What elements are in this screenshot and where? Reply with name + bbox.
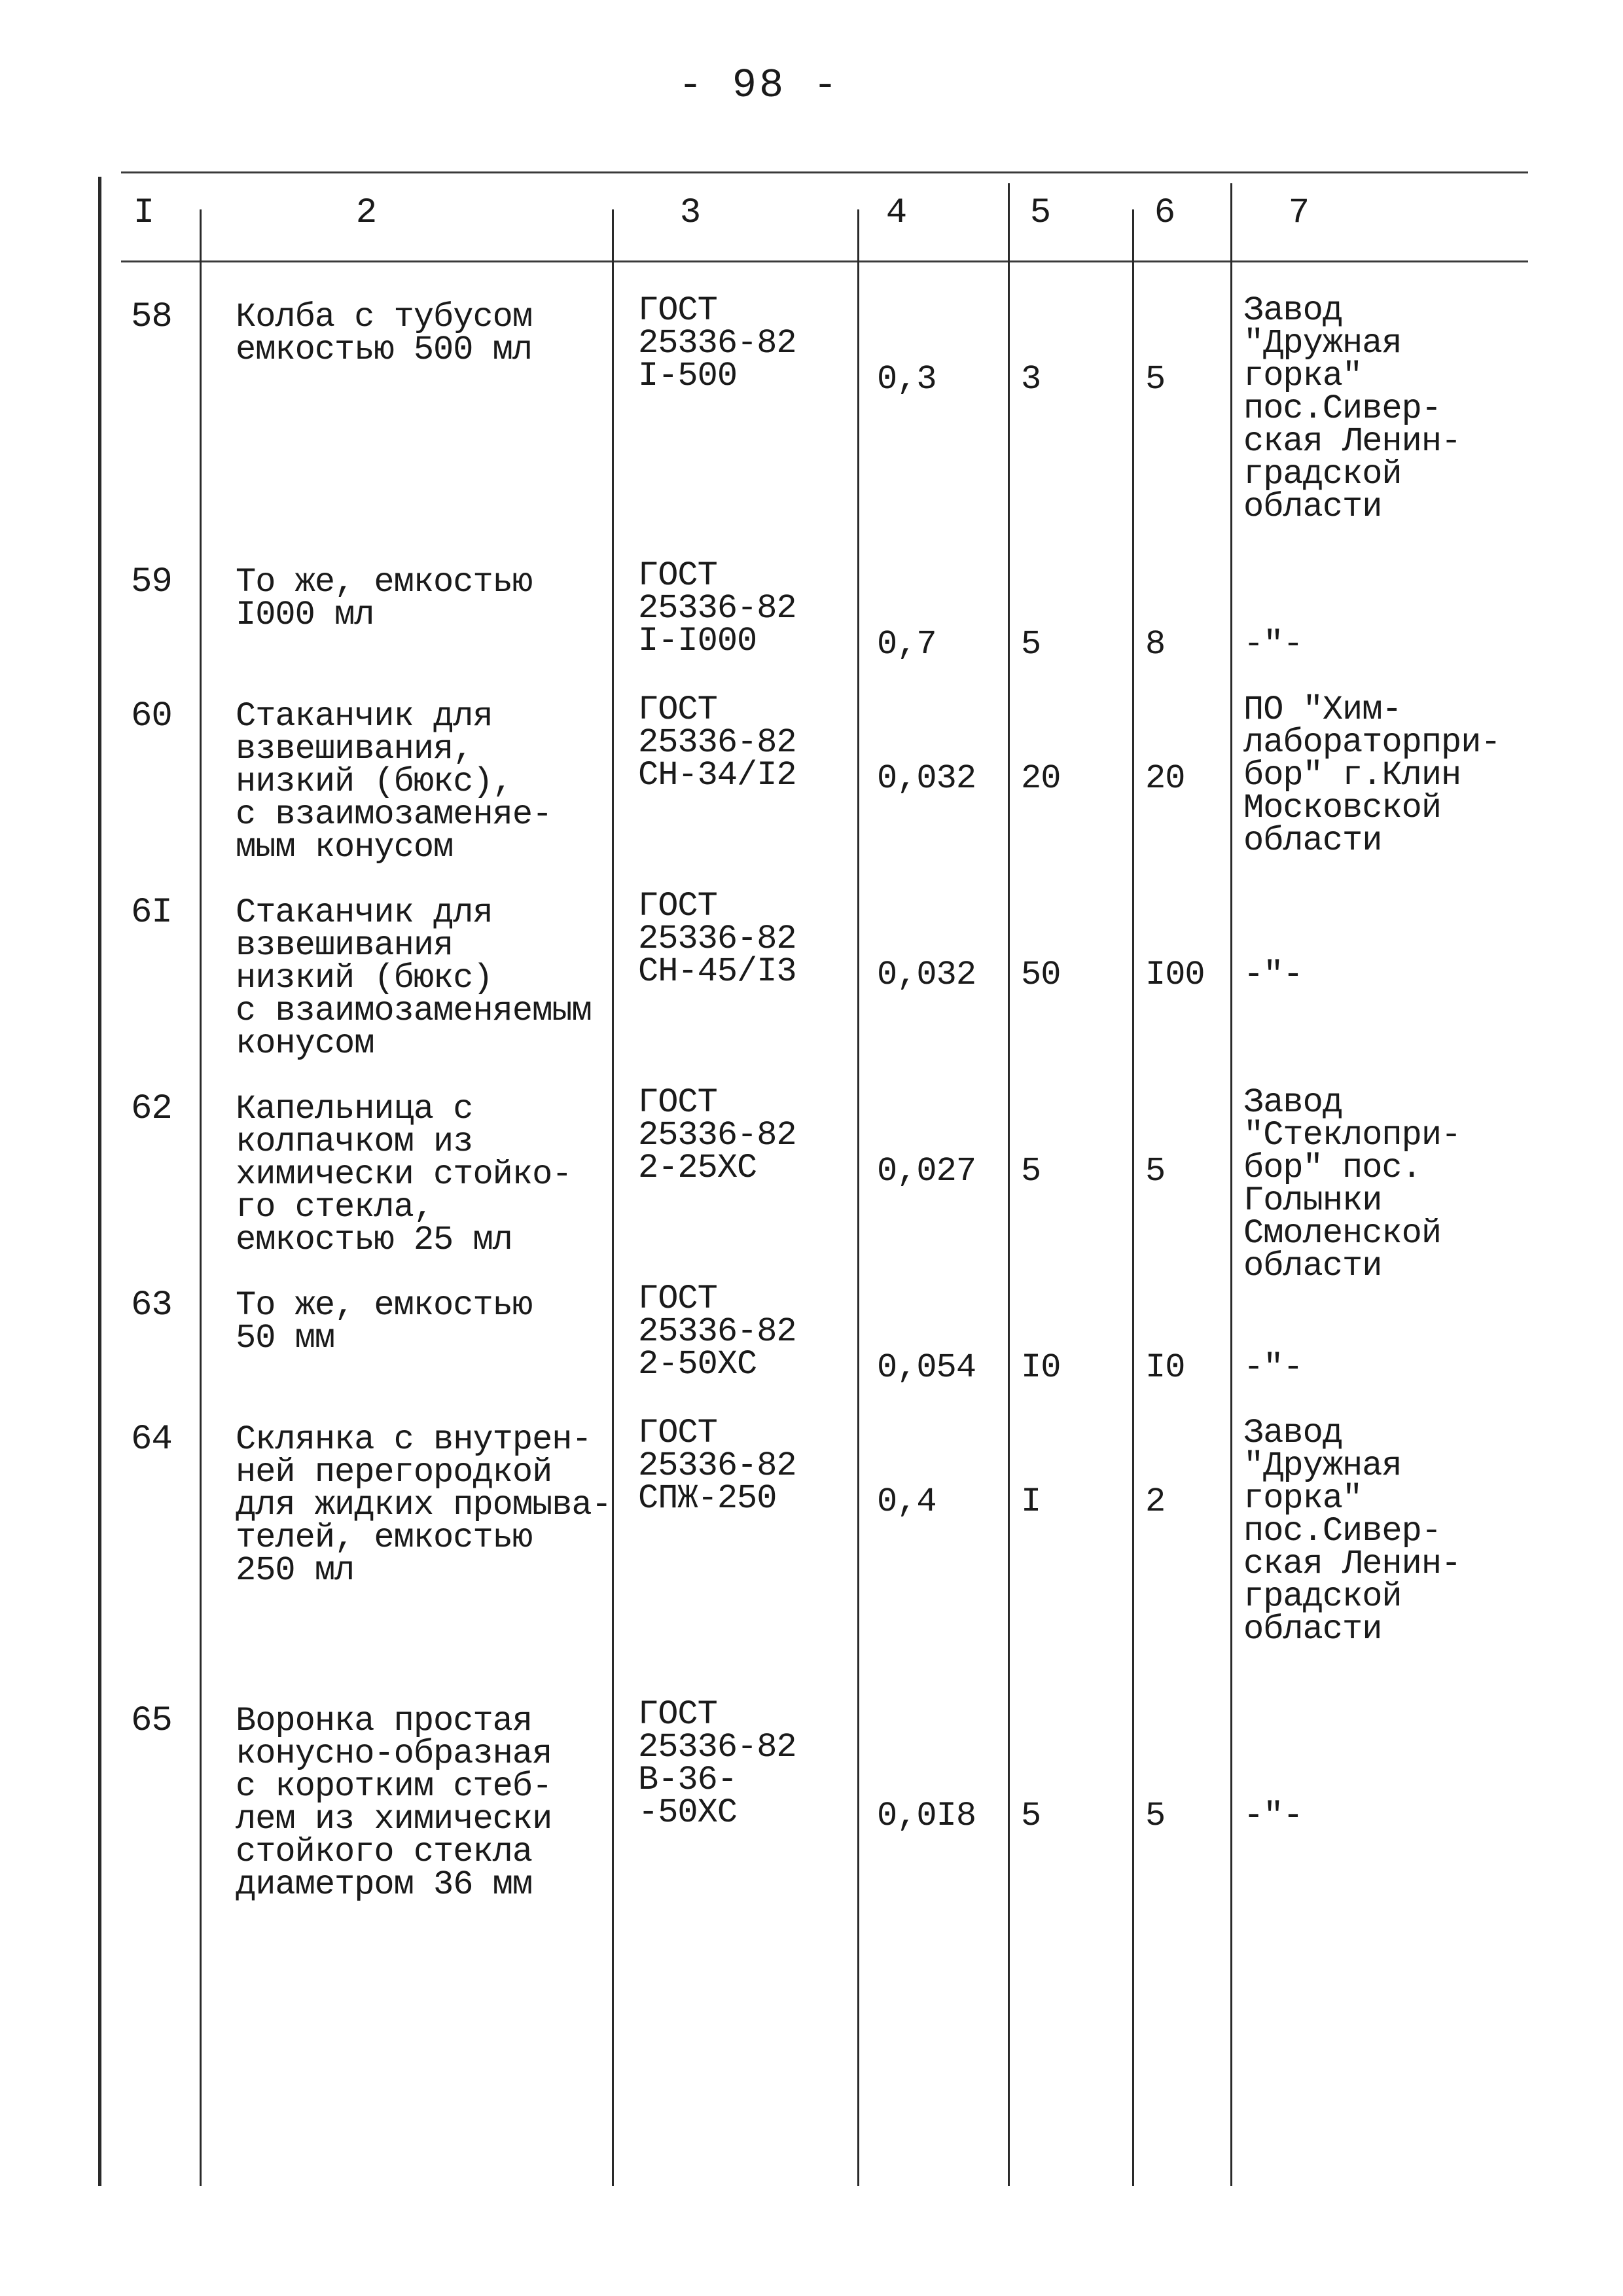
header-col-1: I bbox=[133, 193, 155, 233]
gost-spec-line: I-500 bbox=[638, 357, 738, 395]
item-name-line: Стаканчик для bbox=[236, 893, 493, 932]
item-name-line: 250 мл bbox=[236, 1551, 355, 1590]
manufacturer-line: Московской bbox=[1243, 789, 1442, 827]
item-name-line: для жидких промыва- bbox=[236, 1486, 611, 1524]
item-name-line: химически стойко- bbox=[236, 1155, 572, 1194]
col-4-value: 0,027 bbox=[877, 1152, 976, 1191]
item-name-line: конусом bbox=[236, 1024, 374, 1063]
item-name-line: с коротким стеб- bbox=[236, 1767, 552, 1806]
gost-spec-line: ГОСТ bbox=[638, 291, 717, 330]
item-name-line: То же, емкостью bbox=[236, 1286, 533, 1325]
gost-spec bbox=[638, 291, 796, 395]
header-col-2: 2 bbox=[355, 193, 378, 233]
item-name-line: емкостью 25 мл bbox=[236, 1221, 512, 1259]
item-name bbox=[236, 1702, 552, 1904]
gost-spec-line: 25336-82 bbox=[638, 1116, 796, 1155]
col-5-value: 3 bbox=[1021, 360, 1041, 399]
column-divider-3-4 bbox=[857, 209, 859, 2186]
header-col-4: 4 bbox=[885, 193, 908, 233]
gost-spec bbox=[638, 1414, 796, 1518]
col-6-value: 8 bbox=[1145, 625, 1166, 664]
table-top-rule bbox=[121, 171, 1528, 173]
item-name-line: взвешивания, bbox=[236, 730, 473, 768]
gost-spec-line: 25336-82 bbox=[638, 1446, 796, 1485]
gost-spec-line: ГОСТ bbox=[638, 1414, 717, 1452]
item-name-line: ней перегородкой bbox=[236, 1453, 552, 1492]
col-6-value: I00 bbox=[1145, 956, 1205, 994]
manufacturer bbox=[1243, 956, 1303, 994]
manufacturer-line: "Дружная bbox=[1243, 1446, 1402, 1485]
row-number: 64 bbox=[131, 1420, 172, 1460]
item-name-line: с взаимозаменяемым bbox=[236, 992, 592, 1030]
header-col-3: 3 bbox=[679, 193, 702, 233]
gost-spec-line: В-36- bbox=[638, 1761, 738, 1799]
gost-spec bbox=[638, 887, 796, 991]
item-name-line: То же, емкостью bbox=[236, 563, 533, 601]
gost-spec bbox=[638, 691, 796, 795]
item-name-line: мым конусом bbox=[236, 828, 454, 867]
header-col-7: 7 bbox=[1288, 193, 1310, 233]
gost-spec-line: ГОСТ bbox=[638, 691, 717, 729]
table-left-border bbox=[98, 177, 101, 2186]
manufacturer-line: лабораторпри- bbox=[1243, 723, 1501, 762]
col-5-value: 20 bbox=[1021, 759, 1061, 798]
item-name-line: стойкого стекла bbox=[236, 1833, 533, 1871]
item-name-line: с взаимозаменяе- bbox=[236, 795, 552, 834]
header-col-6: 6 bbox=[1154, 193, 1176, 233]
manufacturer-line: -"- bbox=[1243, 1348, 1303, 1387]
manufacturer bbox=[1243, 291, 1461, 526]
col-5-value: 5 bbox=[1021, 1797, 1041, 1835]
gost-spec-line: 25336-82 bbox=[638, 1312, 796, 1351]
gost-spec-line: ГОСТ bbox=[638, 1280, 717, 1318]
manufacturer-line: области bbox=[1243, 821, 1382, 860]
col-6-value: 5 bbox=[1145, 360, 1166, 399]
gost-spec-line: 25336-82 bbox=[638, 1728, 796, 1767]
manufacturer-line: градской bbox=[1243, 1577, 1402, 1616]
item-name bbox=[236, 697, 552, 867]
item-name bbox=[236, 298, 533, 369]
item-name-line: емкостью 500 мл bbox=[236, 331, 533, 369]
gost-spec-line: 25336-82 bbox=[638, 723, 796, 762]
gost-spec bbox=[638, 1280, 796, 1384]
col-5-value: 50 bbox=[1021, 956, 1061, 994]
manufacturer-line: "Стеклопри- bbox=[1243, 1116, 1461, 1155]
column-divider-4-5 bbox=[1008, 183, 1010, 2186]
manufacturer-line: Смоленской bbox=[1243, 1214, 1442, 1253]
item-name-line: взвешивания bbox=[236, 926, 454, 965]
col-4-value: 0,032 bbox=[877, 956, 976, 994]
item-name-line: диаметром 36 мм bbox=[236, 1865, 533, 1904]
col-6-value: 5 bbox=[1145, 1797, 1166, 1835]
col-4-value: 0,054 bbox=[877, 1348, 976, 1387]
col-5-value: I0 bbox=[1021, 1348, 1061, 1387]
item-name-line: лем из химически bbox=[236, 1800, 552, 1839]
row-number: 6I bbox=[131, 893, 172, 933]
col-4-value: 0,7 bbox=[877, 625, 936, 664]
gost-spec-line: 25336-82 bbox=[638, 920, 796, 958]
col-5-value: 5 bbox=[1021, 625, 1041, 664]
gost-spec bbox=[638, 556, 796, 660]
item-name-line: Капельница с bbox=[236, 1090, 473, 1128]
row-number: 59 bbox=[131, 562, 172, 602]
item-name bbox=[236, 1090, 572, 1259]
item-name-line: Стаканчик для bbox=[236, 697, 493, 736]
gost-spec-line: 2-25ХС bbox=[638, 1149, 757, 1187]
gost-spec bbox=[638, 1083, 796, 1187]
gost-spec bbox=[638, 1695, 796, 1832]
item-name bbox=[236, 1420, 611, 1590]
item-name-line: Колба с тубусом bbox=[236, 298, 533, 336]
col-5-value: 5 bbox=[1021, 1152, 1041, 1191]
page-number: - 98 - bbox=[678, 62, 840, 109]
row-number: 60 bbox=[131, 696, 172, 736]
column-divider-5-6 bbox=[1132, 209, 1134, 2186]
item-name bbox=[236, 893, 592, 1063]
manufacturer-line: Завод bbox=[1243, 1414, 1343, 1452]
manufacturer-line: горка" bbox=[1243, 1479, 1363, 1518]
manufacturer-line: пос.Сивер- bbox=[1243, 1512, 1442, 1551]
manufacturer-line: Завод bbox=[1243, 1083, 1343, 1122]
gost-spec-line: ГОСТ bbox=[638, 556, 717, 595]
item-name-line: 50 мм bbox=[236, 1319, 335, 1357]
manufacturer bbox=[1243, 1797, 1303, 1835]
gost-spec-line: ГОСТ bbox=[638, 887, 717, 925]
manufacturer-line: области bbox=[1243, 1247, 1382, 1285]
col-6-value: I0 bbox=[1145, 1348, 1185, 1387]
gost-spec-line: ГОСТ bbox=[638, 1695, 717, 1734]
row-number: 58 bbox=[131, 297, 172, 337]
col-6-value: 20 bbox=[1145, 759, 1185, 798]
item-name bbox=[236, 563, 533, 634]
col-4-value: 0,032 bbox=[877, 759, 976, 798]
manufacturer bbox=[1243, 1414, 1461, 1649]
gost-spec-line: 2-50ХС bbox=[638, 1345, 757, 1384]
manufacturer-line: области bbox=[1243, 488, 1382, 526]
gost-spec-line: СПЖ-250 bbox=[638, 1479, 777, 1518]
manufacturer-line: Завод bbox=[1243, 291, 1343, 330]
manufacturer bbox=[1243, 625, 1303, 664]
item-name-line: Воронка простая bbox=[236, 1702, 533, 1740]
manufacturer-line: -"- bbox=[1243, 625, 1303, 664]
item-name-line: низкий (бюкс) bbox=[236, 959, 493, 997]
manufacturer-line: -"- bbox=[1243, 956, 1303, 994]
manufacturer-line: ская Ленин- bbox=[1243, 422, 1461, 461]
row-number: 63 bbox=[131, 1285, 172, 1325]
manufacturer-line: области bbox=[1243, 1610, 1382, 1649]
manufacturer-line: пос.Сивер- bbox=[1243, 389, 1442, 428]
col-4-value: 0,3 bbox=[877, 360, 936, 399]
manufacturer-line: градской bbox=[1243, 455, 1402, 493]
header-col-5: 5 bbox=[1029, 193, 1052, 233]
gost-spec-line: ГОСТ bbox=[638, 1083, 717, 1122]
item-name-line: телей, емкостью bbox=[236, 1518, 533, 1557]
item-name-line: Склянка с внутрен- bbox=[236, 1420, 592, 1459]
gost-spec-line: -50ХС bbox=[638, 1793, 738, 1832]
col-4-value: 0,4 bbox=[877, 1482, 936, 1521]
column-divider-1-2 bbox=[200, 209, 202, 2186]
manufacturer-line: ПО "Хим- bbox=[1243, 691, 1402, 729]
item-name bbox=[236, 1286, 533, 1357]
item-name-line: го стекла, bbox=[236, 1188, 434, 1227]
gost-spec-line: СН-45/I3 bbox=[638, 952, 796, 991]
header-bottom-rule bbox=[121, 260, 1528, 262]
col-6-value: 2 bbox=[1145, 1482, 1166, 1521]
manufacturer bbox=[1243, 1348, 1303, 1387]
column-divider-2-3 bbox=[612, 209, 614, 2186]
manufacturer-line: -"- bbox=[1243, 1797, 1303, 1835]
gost-spec-line: 25336-82 bbox=[638, 324, 796, 363]
row-number: 62 bbox=[131, 1089, 172, 1129]
col-4-value: 0,0I8 bbox=[877, 1797, 976, 1835]
manufacturer-line: горка" bbox=[1243, 357, 1363, 395]
gost-spec-line: I-I000 bbox=[638, 622, 757, 660]
column-divider-6-7 bbox=[1230, 183, 1232, 2186]
manufacturer-line: ская Ленин- bbox=[1243, 1545, 1461, 1583]
manufacturer-line: "Дружная bbox=[1243, 324, 1402, 363]
gost-spec-line: 25336-82 bbox=[638, 589, 796, 628]
col-6-value: 5 bbox=[1145, 1152, 1166, 1191]
manufacturer-line: бор" пос. bbox=[1243, 1149, 1421, 1187]
manufacturer bbox=[1243, 1083, 1461, 1285]
col-5-value: I bbox=[1021, 1482, 1041, 1521]
item-name-line: низкий (бюкс), bbox=[236, 762, 512, 801]
item-name-line: конусно-образная bbox=[236, 1734, 552, 1773]
manufacturer-line: бор" г.Клин bbox=[1243, 756, 1461, 795]
manufacturer bbox=[1243, 691, 1501, 860]
gost-spec-line: СН-34/I2 bbox=[638, 756, 796, 795]
item-name-line: I000 мл bbox=[236, 596, 374, 634]
manufacturer-line: Голынки bbox=[1243, 1181, 1382, 1220]
item-name-line: колпачком из bbox=[236, 1122, 473, 1161]
row-number: 65 bbox=[131, 1701, 172, 1741]
